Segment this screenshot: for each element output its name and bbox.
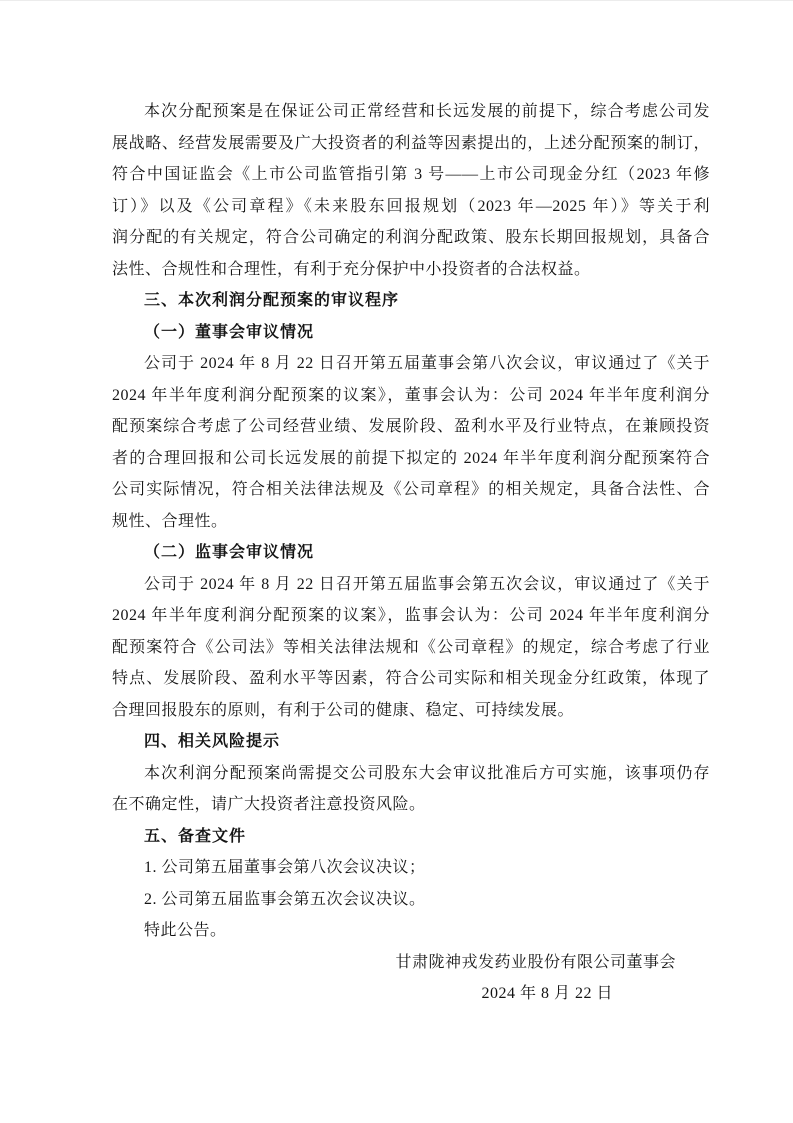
document-line: 配预案符合《公司法》等相关法律法规和《公司章程》的规定，综合考虑了行业 <box>112 638 710 656</box>
document-line: 订）》以及《公司章程》《未来股东回报规划（2023 年—2025 年）》等关于利 <box>112 197 710 215</box>
section-heading: 四、相关风险提示 <box>144 733 281 750</box>
document-line: 配预案综合考虑了公司经营业绩、发展阶段、盈利水平及行业特点，在兼顾投资 <box>112 418 710 435</box>
document-line: 法性、合规性和合理性，有利于充分保护中小投资者的合法权益。 <box>112 260 591 278</box>
date-line: 2024 年 8 月 22 日 <box>481 985 613 1002</box>
document-line: 规性、合理性。 <box>112 512 228 530</box>
document-line: 1. 公司第五届董事会第八次会议决议； <box>144 859 426 876</box>
document-line: 符合中国证监会《上市公司监管指引第 3 号——上市公司现金分红（2023 年修 <box>112 166 710 183</box>
section-heading: （二）监事会审议情况 <box>144 544 315 561</box>
signature-line: 甘肃陇神戎发药业股份有限公司董事会 <box>395 953 676 971</box>
document-line: 本次利润分配预案尚需提交公司股东大会审议批准后方可实施，该事项仍存 <box>144 764 710 782</box>
document-line: 公司于 2024 年 8 月 22 日召开第五届监事会第五次会议，审议通过了《关于 <box>144 575 710 593</box>
document-line: 特点、发展阶段、盈利水平等因素，符合公司实际和相关现金分红政策，体现了 <box>112 670 710 687</box>
section-heading: 三、本次利润分配预案的审议程序 <box>144 292 400 309</box>
document-line: 公司于 2024 年 8 月 22 日召开第五届董事会第八次会议，审议通过了《关于 <box>144 355 710 372</box>
document-line: 公司实际情况，符合相关法律法规及《公司章程》的相关规定，具备合法性、合 <box>112 481 710 498</box>
document-line: 本次分配预案是在保证公司正常经营和长远发展的前提下，综合考虑公司发 <box>144 103 710 120</box>
document-body <box>112 96 710 1010</box>
section-heading: 五、备查文件 <box>144 827 247 845</box>
section-heading: （一）董事会审议情况 <box>144 323 315 341</box>
document-line: 者的合理回报和公司长远发展的前提下拟定的 2024 年半年度利润分配预案符合 <box>112 449 710 467</box>
document-line: 2. 公司第五届监事会第五次会议决议。 <box>144 890 426 908</box>
document-line: 展战略、经营发展需要及广大投资者的利益等因素提出的，上述分配预案的制订， <box>112 134 710 152</box>
document-line: 在不确定性，请广大投资者注意投资风险。 <box>112 796 426 813</box>
document-line: 特此公告。 <box>144 922 227 939</box>
document-line: 润分配的有关规定，符合公司确定的利润分配政策、股东长期回报规划，具备合 <box>112 229 710 246</box>
document-line: 2024 年半年度利润分配预案的议案》，监事会认为：公司 2024 年半年度利润分 <box>112 607 710 624</box>
document-line: 合理回报股东的原则，有利于公司的健康、稳定、可持续发展。 <box>112 701 575 719</box>
document-line: 2024 年半年度利润分配预案的议案》，董事会认为：公司 2024 年半年度利润分 <box>112 386 710 404</box>
